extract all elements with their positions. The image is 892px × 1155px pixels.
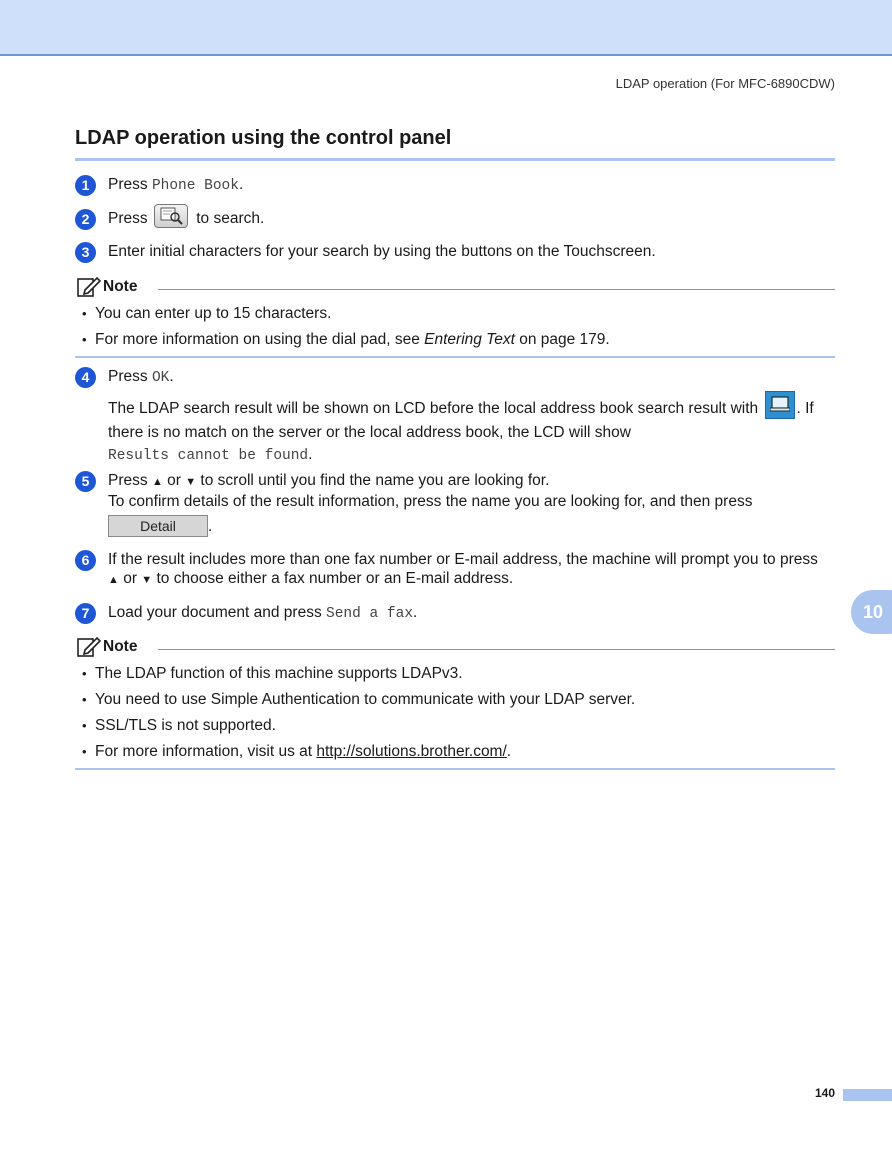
section-title: LDAP operation using the control panel [75, 127, 835, 161]
step-number: 2 [75, 209, 96, 230]
step-4 [75, 367, 835, 466]
detail-button[interactable]: Detail [108, 515, 208, 537]
step-text: Load your document and press [108, 604, 326, 621]
step-text: . [169, 368, 174, 385]
step-text: . [238, 176, 244, 193]
step-number: 3 [75, 242, 96, 263]
key-name: Phone Book [151, 178, 239, 194]
support-link[interactable]: http://solutions.brother.com/ [316, 743, 507, 760]
step-number: 7 [75, 603, 96, 624]
note-divider [75, 768, 835, 770]
up-arrow-icon: ▲ [151, 476, 163, 488]
note-pencil-icon [77, 636, 101, 663]
step-text: To confirm details of the result information, press the name you are looking for, and then press [108, 493, 753, 510]
step-2 [75, 209, 835, 228]
note-text: For more information on using the dial pad, see [95, 331, 425, 348]
step-number: 1 [75, 175, 96, 196]
step-7 [75, 603, 835, 624]
search-magnifier-icon [154, 204, 188, 228]
note-list [75, 664, 835, 761]
step-text: or [118, 570, 142, 587]
lcd-message: Results cannot be found [108, 448, 309, 464]
step-text: to choose either a fax number or an E-mail address. [152, 570, 514, 587]
note-label: Note [103, 278, 138, 295]
running-header: LDAP operation (For MFC-6890CDW) [615, 76, 835, 91]
note-text: . [506, 743, 512, 760]
note-item: • The LDAP function of this machine supports LDAPv3. [75, 664, 835, 683]
note-box-2 [75, 636, 835, 770]
note-rule [158, 289, 835, 290]
footer-bar [843, 1089, 892, 1101]
step-text: Press [108, 210, 152, 227]
step-text: Enter initial characters for your search by using the buttons on the Touchscreen. [108, 243, 656, 260]
note-item [75, 742, 835, 761]
step-text: . [208, 518, 213, 535]
step-text: or [162, 472, 186, 489]
cross-reference[interactable]: Entering Text [424, 331, 515, 348]
key-name: OK [151, 370, 170, 386]
step-text: Press [108, 472, 152, 489]
step-text: Press [108, 176, 152, 193]
page-number: 140 [814, 1086, 835, 1100]
up-arrow-icon: ▲ [108, 574, 119, 586]
step-text: to search. [191, 210, 265, 227]
chapter-tab: 10 [851, 590, 892, 634]
step-text: . [413, 604, 418, 621]
step-text: . If there is no match on the server or the local address book, the LCD will show [108, 400, 814, 441]
note-item: • You need to use Simple Authentication to communicate with your LDAP server. [75, 690, 835, 709]
step-number: 5 [75, 471, 96, 492]
step-text: The LDAP search result will be shown on LCD before the local address book search result with [108, 400, 763, 417]
note-box-1 [75, 276, 835, 358]
note-item: • You can enter up to 15 characters. [75, 304, 835, 323]
header-band [0, 0, 892, 56]
step-text: Press [108, 368, 152, 385]
note-text: on page 179. [514, 331, 610, 348]
note-rule [158, 649, 835, 650]
step-3 [75, 242, 835, 261]
note-label: Note [103, 638, 138, 655]
note-text: For more information, visit us at [95, 743, 317, 760]
step-number: 6 [75, 550, 96, 571]
note-pencil-icon [77, 276, 101, 303]
step-number: 4 [75, 367, 96, 388]
step-1 [75, 175, 835, 196]
note-item [75, 330, 835, 349]
step-text: If the result includes more than one fax number or E-mail address, the machine will prompt you to press [108, 551, 818, 568]
down-arrow-icon: ▼ [185, 476, 197, 488]
computer-icon [765, 391, 795, 419]
step-6 [75, 550, 835, 590]
step-text: to scroll until you find the name you are looking for. [196, 472, 550, 489]
note-divider [75, 356, 835, 358]
key-name: Send a fax [326, 606, 414, 622]
note-item: • SSL/TLS is not supported. [75, 716, 835, 735]
down-arrow-icon: ▼ [141, 574, 153, 586]
step-text: . [308, 446, 313, 463]
note-list [75, 304, 835, 349]
step-5 [75, 471, 835, 537]
